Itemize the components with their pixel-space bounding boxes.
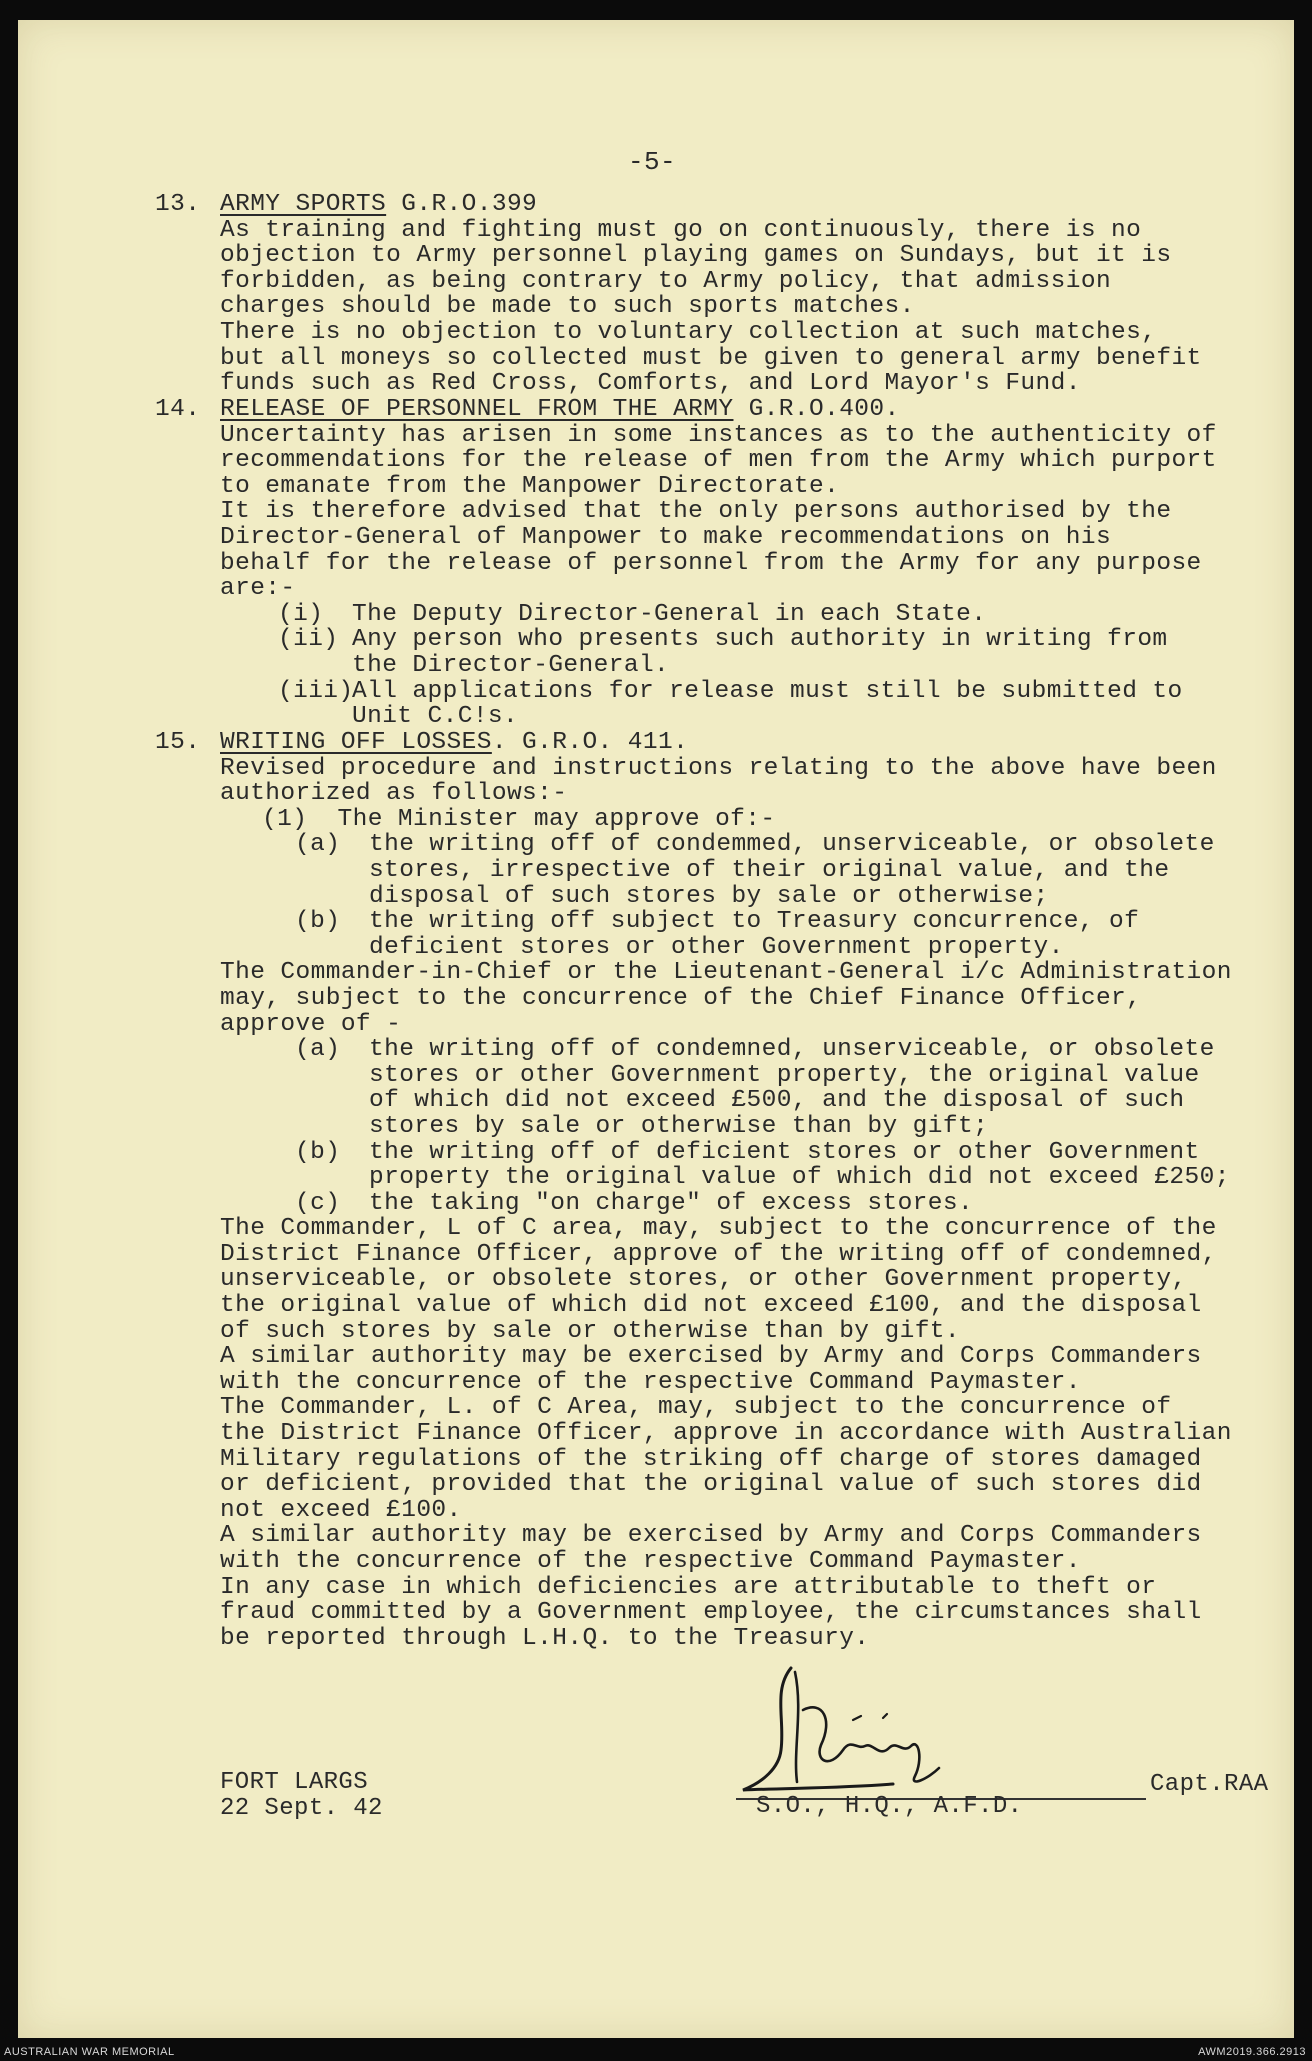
body-line: charges should be made to such sports matches. (220, 293, 915, 321)
list-text: property the original value of which did not exceed £250; (369, 1164, 1230, 1192)
page-number: -5- (628, 147, 677, 177)
body-line: to emanate from the Manpower Directorate. (220, 472, 840, 500)
body-line: with the concurrence of the respective Command Paymaster. (220, 1548, 1081, 1575)
list-text: stores, irrespective of their original value, and the (369, 856, 1170, 884)
section-heading: RELEASE OF PERSONNEL FROM THE ARMY (220, 396, 734, 423)
body-line: are:- (220, 575, 296, 603)
section-heading-line (220, 192, 1280, 218)
section-number: 13. (155, 191, 201, 218)
section-heading-ref: . G.R.O. 411. (491, 729, 689, 756)
list-marker: (b) (295, 1138, 341, 1166)
list-text: deficient stores or other Government property. (369, 933, 1064, 961)
signatory-rank: Capt.RAA (1150, 1771, 1269, 1798)
section-heading-line (220, 397, 1280, 423)
typed-text (18, 20, 1294, 2038)
body-line: A similar authority may be exercised by Army and Corps Commanders (220, 1343, 1202, 1371)
list-item (220, 1191, 1280, 1217)
list-text: the taking "on charge" of excess stores. (369, 1189, 974, 1217)
list-text: The Deputy Director-General in each State. (352, 600, 987, 628)
body-line: Military regulations of the striking off charge of stores damaged (220, 1445, 1202, 1473)
body-line: may, subject to the concurrence of the Chief Finance Officer, (220, 984, 1142, 1012)
section-heading: ARMY SPORTS (220, 191, 387, 218)
list-text: the Director-General. (352, 651, 670, 679)
body-line: There is no objection to voluntary collection at such matches, (220, 318, 1157, 346)
section-heading-ref: G.R.O.400. (733, 396, 900, 423)
list-text: stores or other Government property, the original value (369, 1061, 1200, 1089)
place-date-block (220, 1770, 383, 1822)
body-line: of such stores by sale or otherwise than by gift. (220, 1317, 961, 1345)
body-line: be reported through L.H.Q. to the Treasury. (220, 1624, 870, 1652)
body-line: It is therefore advised that the only persons authorised by the (220, 498, 1172, 526)
section-number: 15. (155, 729, 201, 756)
section-13 (155, 191, 1280, 398)
body-line: or deficient, provided that the original value of such stores did (220, 1471, 1202, 1499)
body-line: unserviceable, or obsolete stores, or other Government property, (220, 1266, 1187, 1294)
footer-accession-number: AWM2019.366.2913 (1198, 2046, 1306, 2058)
body-line: In any case in which deficiencies are attributable to theft or (220, 1573, 1157, 1601)
list-item (220, 627, 1280, 653)
body-line: authorized as follows:- (220, 780, 568, 808)
list-marker: (a) (295, 1036, 341, 1064)
list-item (220, 704, 1280, 730)
body-line: the District Finance Officer, approve in accordance with Australian (220, 1420, 1232, 1448)
list-marker: (b) (295, 908, 341, 936)
list-marker: (c) (295, 1189, 341, 1217)
body-line: funds such as Red Cross, Comforts, and Lord Mayor's Fund. (220, 370, 1081, 398)
section-15 (155, 729, 1280, 1652)
section-number: 14. (155, 396, 201, 423)
body-line: Director-General of Manpower to make recommendations on his (220, 523, 1112, 551)
list-item (220, 653, 1280, 679)
body-line: A similar authority may be exercised by Army and Corps Commanders (220, 1522, 1202, 1550)
sub-heading: (1) The Minister may approve of:- (262, 805, 776, 833)
list-text: of which did not exceed £500, and the disposal of such (369, 1087, 1185, 1115)
list-text: the writing off of deficient stores or other Government (369, 1138, 1200, 1166)
list-item (220, 602, 1280, 628)
body-line: As training and fighting must go on continuously, there is no (220, 216, 1142, 244)
section-heading-ref: G.R.O.399 (386, 191, 538, 218)
list-marker: (a) (295, 831, 341, 859)
date: 22 Sept. 42 (220, 1795, 383, 1822)
section-14 (155, 396, 1280, 731)
document-page (18, 20, 1294, 2038)
list-item (220, 909, 1280, 960)
list-item (220, 832, 1280, 909)
body-line: behalf for the release of personnel from the Army for any purpose (220, 549, 1202, 577)
list-item (220, 1140, 1280, 1191)
list-item (220, 679, 1280, 705)
list-text: disposal of such stores by sale or otherwise; (369, 882, 1049, 910)
body-line: fraud committed by a Government employee, the circumstances shall (220, 1599, 1202, 1627)
section-heading-line (220, 730, 1280, 756)
body-line: District Finance Officer, approve of the writing off of condemned, (220, 1240, 1217, 1268)
list-marker (278, 653, 352, 679)
body-line: with the concurrence of the respective Command Paymaster. (220, 1368, 1081, 1396)
list-text: Unit C.C!s. (352, 703, 519, 731)
list-text: All applications for release must still be submitted to (352, 677, 1183, 705)
handwritten-signature (733, 1650, 1073, 1810)
section-heading: WRITING OFF LOSSES (220, 729, 492, 756)
body-line: but all moneys so collected must be given to general army benefit (220, 344, 1202, 372)
body-line: the original value of which did not exceed £100, and the disposal (220, 1292, 1202, 1320)
signatory-title: S.O., H.Q., A.F.D. (756, 1793, 1023, 1820)
body-line: The Commander-in-Chief or the Lieutenant-General i/c Administration (220, 959, 1232, 987)
body-line: The Commander, L of C area, may, subject to the concurrence of the (220, 1215, 1217, 1243)
list-marker (278, 704, 352, 730)
body-line: approve of - (220, 1010, 402, 1038)
list-text: the writing off of condemmed, unserviceable, or obsolete (369, 831, 1215, 859)
list-item (220, 1037, 1280, 1139)
list-text: the writing off subject to Treasury concurrence, of (369, 908, 1140, 936)
body-line: not exceed £100. (220, 1496, 462, 1524)
body-line: Revised procedure and instructions relating to the above have been (220, 754, 1217, 782)
list-text: the writing off of condemned, unserviceable, or obsolete (369, 1036, 1215, 1064)
list-text: Any person who presents such authority in writing from (352, 626, 1168, 654)
body-line: Uncertainty has arisen in some instances as to the authenticity of (220, 421, 1217, 449)
list-marker: (ii) (278, 626, 339, 654)
body-line: recommendations for the release of men from the Army which purport (220, 447, 1217, 475)
body-line: forbidden, as being contrary to Army policy, that admission (220, 267, 1112, 295)
body-line: The Commander, L. of C Area, may, subject to the concurrence of (220, 1394, 1172, 1422)
place: FORT LARGS (220, 1769, 369, 1796)
list-text: stores by sale or otherwise than by gift; (369, 1112, 989, 1140)
footer-credit: AUSTRALIAN WAR MEMORIAL (4, 2046, 175, 2058)
list-marker: (iii) (278, 677, 354, 705)
body-line: objection to Army personnel playing games on Sundays, but it is (220, 242, 1172, 270)
list-marker: (i) (278, 600, 324, 628)
